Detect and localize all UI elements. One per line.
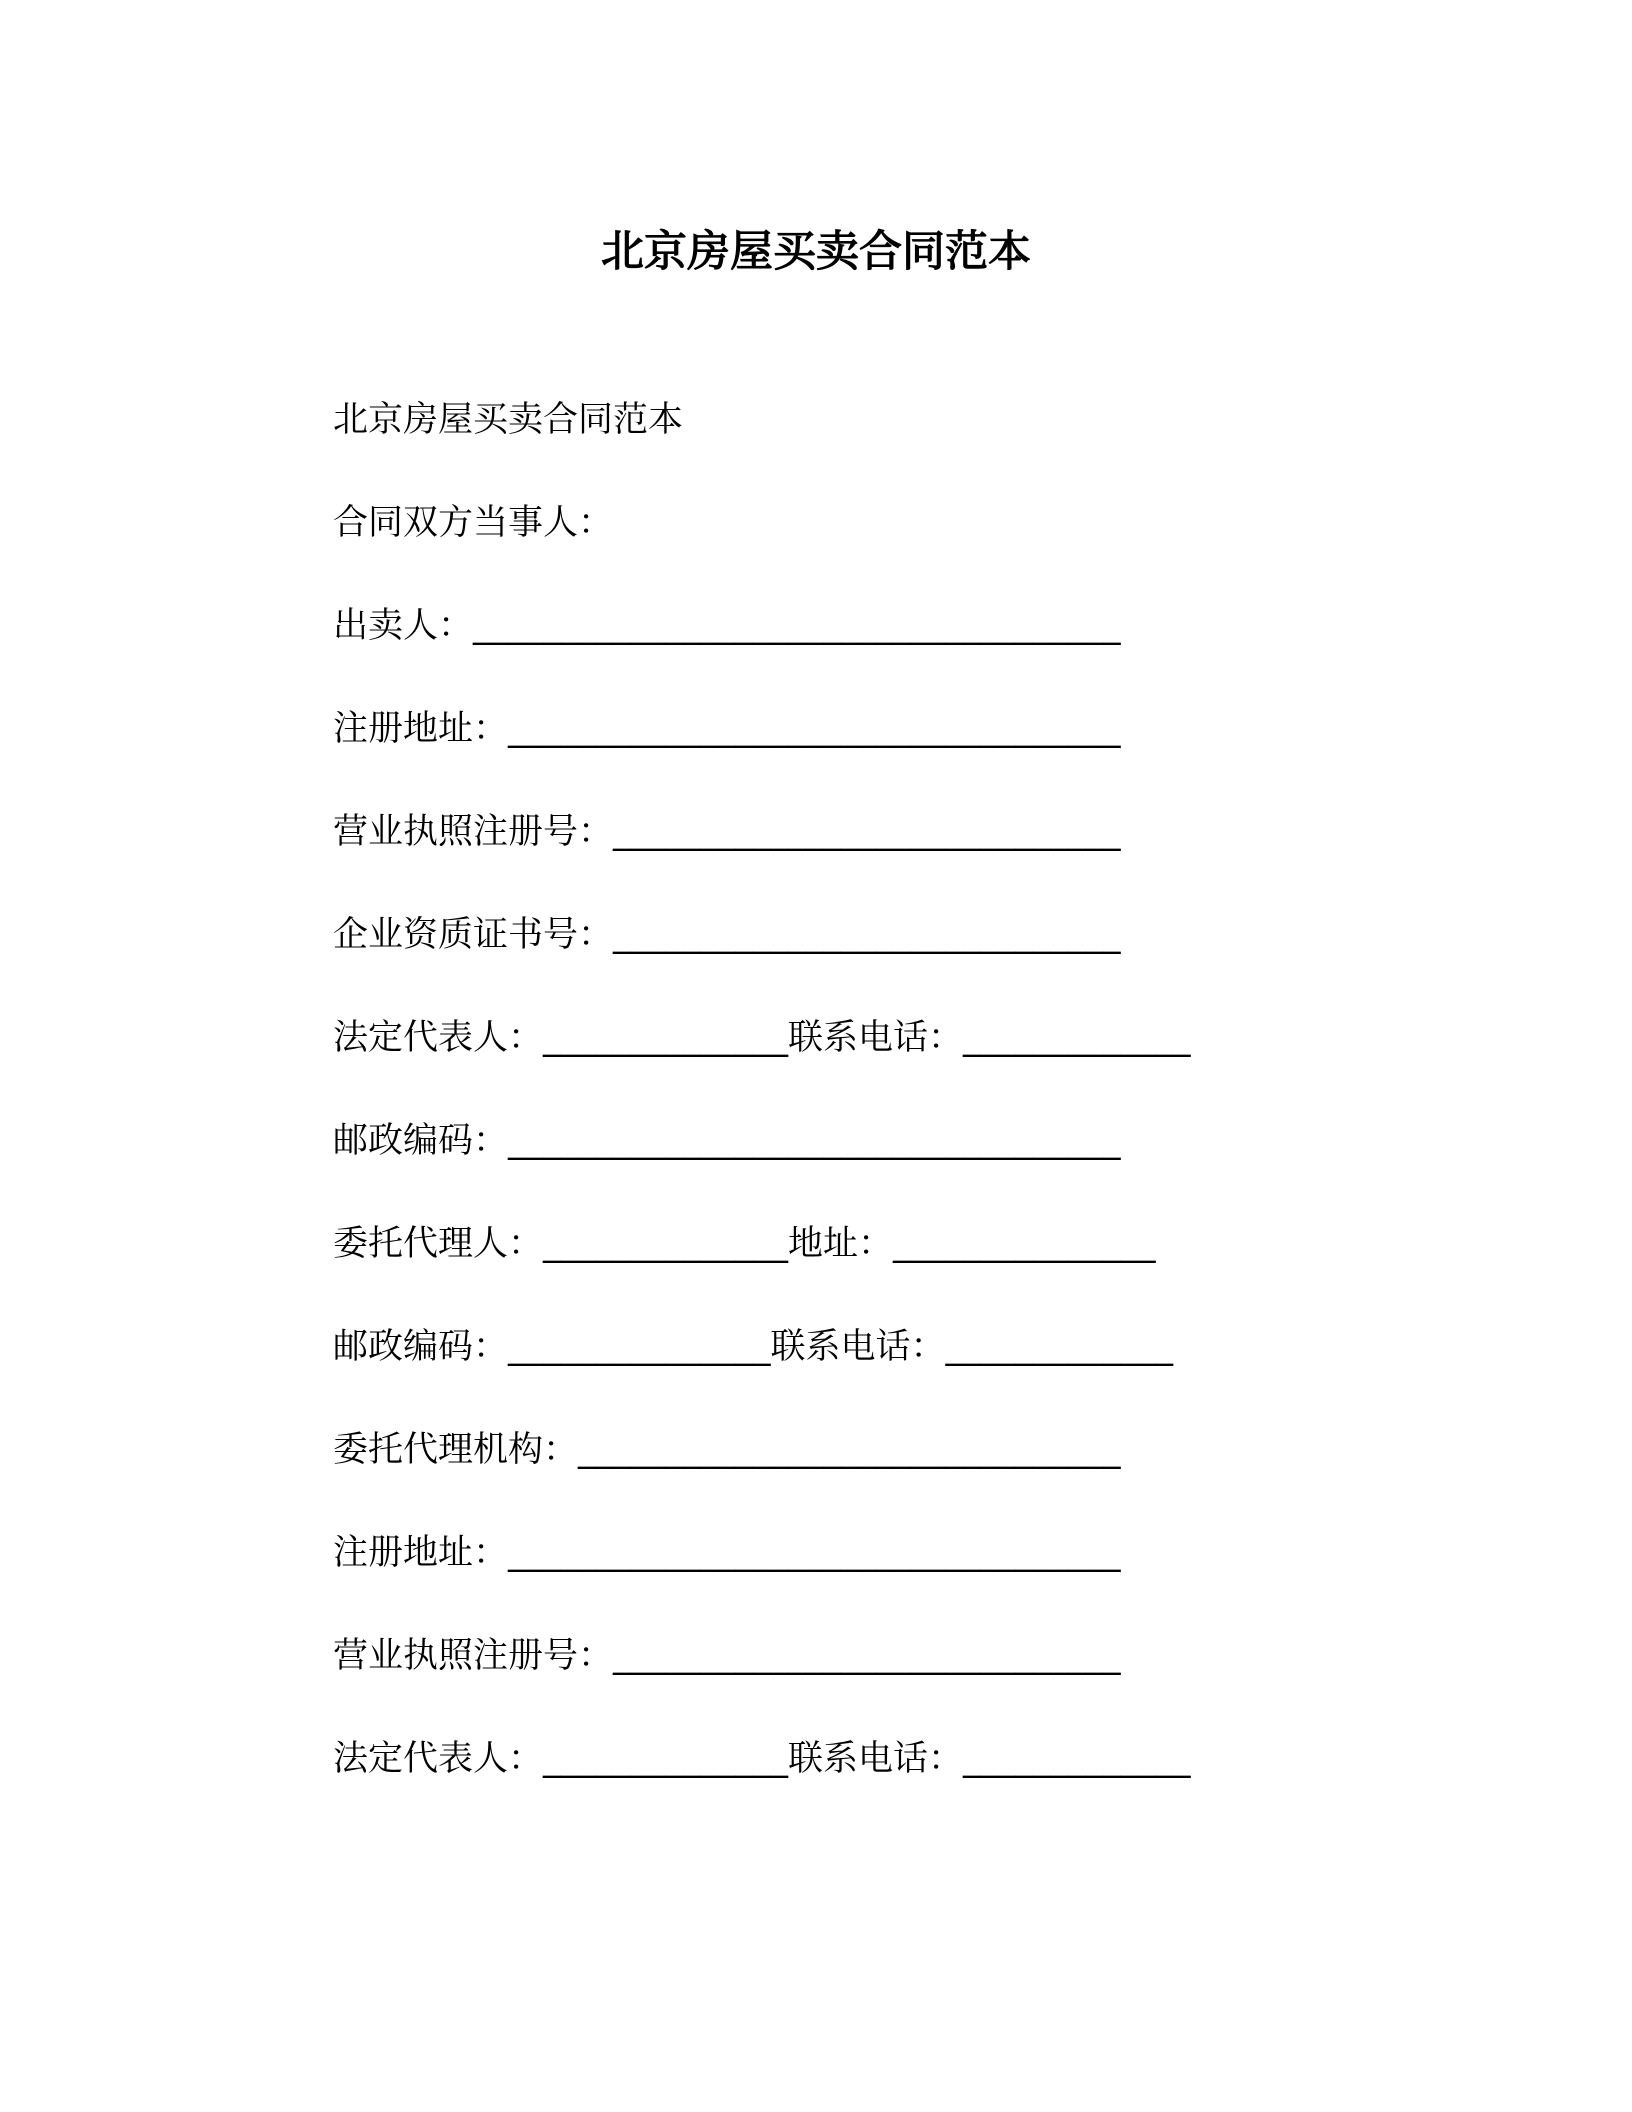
agency-legal-rep-phone-field: 法定代表人：______________联系电话：_____________ — [333, 1739, 1191, 1779]
subtitle-line: 北京房屋买卖合同范本 — [333, 400, 684, 440]
agent-address-field: 委托代理人：______________地址：_______________ — [333, 1224, 1156, 1264]
registered-address-field: 注册地址：___________________________________ — [333, 709, 1121, 749]
postal-phone-field: 邮政编码：_______________联系电话：_____________ — [333, 1327, 1174, 1367]
parties-heading: 合同双方当事人： — [333, 503, 614, 543]
agency-field: 委托代理机构：_______________________________ — [333, 1430, 1121, 1470]
seller-field: 出卖人：_____________________________________ — [333, 606, 1121, 646]
legal-rep-phone-field: 法定代表人：______________联系电话：_____________ — [333, 1018, 1191, 1058]
qualification-cert-field: 企业资质证书号：_____________________________ — [333, 915, 1121, 955]
agency-address-field: 注册地址：___________________________________ — [333, 1533, 1121, 1573]
business-license-field: 营业执照注册号：_____________________________ — [333, 812, 1121, 852]
document-title: 北京房屋买卖合同范本 — [601, 227, 1031, 277]
agency-license-field: 营业执照注册号：_____________________________ — [333, 1636, 1121, 1676]
postal-code-field: 邮政编码：___________________________________ — [333, 1121, 1121, 1161]
